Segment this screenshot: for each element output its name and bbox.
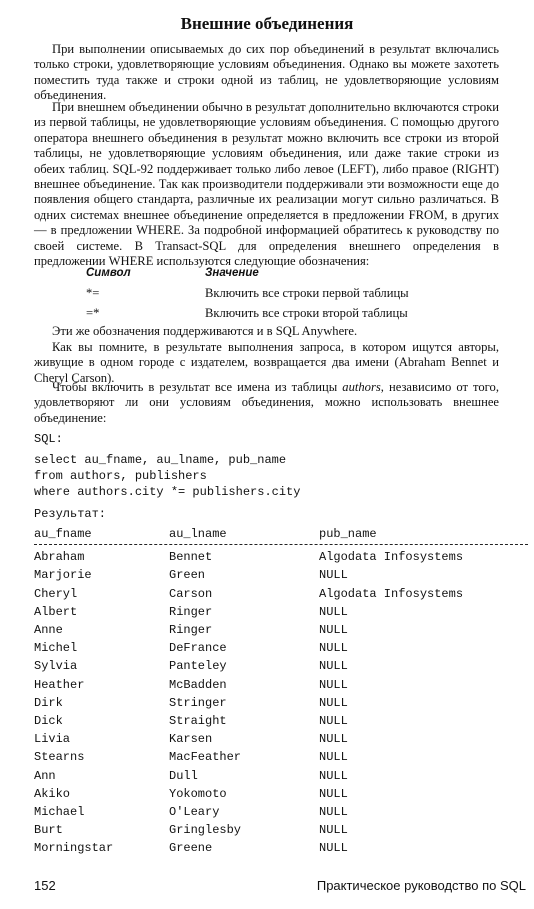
table-row <box>34 785 528 803</box>
column-header: au_lname <box>169 527 227 542</box>
table-cell: MacFeather <box>169 750 242 765</box>
table-cell: NULL <box>319 641 348 656</box>
table-cell: Michel <box>34 641 78 656</box>
table-cell: NULL <box>319 604 348 619</box>
table-cell: Livia <box>34 732 71 747</box>
running-footer-title: Практическое руководство по SQL <box>316 878 526 893</box>
header-separator <box>34 544 528 545</box>
table-cell: O'Leary <box>169 804 220 819</box>
table-cell: Straight <box>169 713 227 728</box>
meaning-cell: Включить все строки первой таблицы <box>205 285 409 300</box>
table-cell: Dull <box>169 768 198 783</box>
table-cell: NULL <box>319 677 348 692</box>
table-cell: Panteley <box>169 659 227 674</box>
table-cell: Heather <box>34 677 85 692</box>
result-header-row <box>34 525 528 543</box>
table-row <box>34 585 528 603</box>
table-cell: Akiko <box>34 786 71 801</box>
symbol-table-row <box>86 283 409 303</box>
table-cell: Gringlesby <box>169 823 242 838</box>
code-line: where authors.city *= publishers.city <box>34 485 301 499</box>
paragraph-intro: При выполнении описываемых до сих пор объединений в результат включались только строки, удовлетворяющие условиям объединения. Однако вы можете захотеть поместить туда также и строки одной из таблиц, не удовлетворяющие условиям объединения. <box>34 42 499 103</box>
table-row <box>34 603 528 621</box>
page-number: 152 <box>34 878 56 893</box>
table-row <box>34 766 528 784</box>
table-cell: Morningstar <box>34 841 114 856</box>
table-row <box>34 548 528 566</box>
table-cell: DeFrance <box>169 641 227 656</box>
table-cell: Sylvia <box>34 659 78 674</box>
table-row <box>34 803 528 821</box>
section-title: Внешние объединения <box>180 14 354 33</box>
table-cell: McBadden <box>169 677 227 692</box>
column-header: au_fname <box>34 527 92 542</box>
table-cell: Carson <box>169 586 213 601</box>
table-cell: Michael <box>34 804 85 819</box>
table-row <box>34 712 528 730</box>
table-cell: Ann <box>34 768 56 783</box>
table-row <box>34 639 528 657</box>
table-cell: NULL <box>319 804 348 819</box>
table-cell: NULL <box>319 568 348 583</box>
table-row <box>34 657 528 675</box>
paragraph-authors-query: Как вы помните, в результате выполнения запроса, в котором ищутся авторы, живущие в одном городе с издателем, возвращается два имени (Abraham Bennet и Cheryl Carson). <box>34 340 499 385</box>
table-cell: Ringer <box>169 604 213 619</box>
table-row <box>34 621 528 639</box>
table-cell: Anne <box>34 623 63 638</box>
symbol-table <box>86 263 409 323</box>
table-cell: Yokomoto <box>169 786 227 801</box>
paragraph-include-all <box>34 380 499 426</box>
table-row <box>34 676 528 694</box>
table-cell: Ringer <box>169 623 213 638</box>
table-cell: Marjorie <box>34 568 92 583</box>
meaning-column-header: Значение <box>205 267 259 279</box>
table-row <box>34 821 528 839</box>
symbol-table-row <box>86 303 409 323</box>
column-header: pub_name <box>319 527 377 542</box>
table-cell: Bennet <box>169 550 213 565</box>
table-cell: NULL <box>319 695 348 710</box>
symbol-cell: *= <box>86 285 100 300</box>
table-cell: Karsen <box>169 732 213 747</box>
table-cell: Greene <box>169 841 213 856</box>
table-cell: Dirk <box>34 695 63 710</box>
table-cell: NULL <box>319 786 348 801</box>
table-cell: Dick <box>34 713 63 728</box>
table-name-emphasis: authors <box>342 380 381 394</box>
code-line: select au_fname, au_lname, pub_name <box>34 453 287 467</box>
table-cell: NULL <box>319 659 348 674</box>
symbol-column-header: Символ <box>86 267 131 279</box>
table-row <box>34 748 528 766</box>
code-line: from authors, publishers <box>34 469 207 483</box>
table-cell: Cheryl <box>34 586 78 601</box>
paragraph-outer-join: При внешнем объединении обычно в результат дополнительно включаются строки из первой таблицы, не удовлетворяющие условиям объединения. С помощью другого оператора внешнего объединения в результат можно включить все строки из второй таблицы, не удовлетворяющие условиям объединения, или даже такие строки из обеих таблиц. SQL-92 поддерживает только либо левое (LEFT), либо правое (RIGHT) внешнее объединение. Так как производители поддерживали эти возможности еще до появления общего стандарта, различные их реализации могут сильно различаться. В одних системах внешнее объединение определяется в предложении FROM, в других — в предложении WHERE. За подробной информацией обратитесь к руководству по своей системе. В Transact-SQL для определения внешнего определения в предложении WHERE используются следующие обозначения: <box>34 100 499 269</box>
symbol-cell: =* <box>86 305 100 320</box>
table-cell: Albert <box>34 604 78 619</box>
table-cell: NULL <box>319 823 348 838</box>
paragraph-text-part: , независимо от того, удовлетворяют ли они условиям объединения, можно использовать внешнее объединение: <box>34 380 499 425</box>
table-cell: Abraham <box>34 550 85 565</box>
table-cell: NULL <box>319 750 348 765</box>
meaning-cell: Включить все строки второй таблицы <box>205 305 408 320</box>
table-row <box>34 566 528 584</box>
result-label: Результат: <box>34 507 107 521</box>
paragraph-text-part: Чтобы включить в результат все имена из таблицы <box>52 380 343 394</box>
table-cell: Stringer <box>169 695 227 710</box>
symbol-table-header <box>86 263 409 283</box>
table-cell: Green <box>169 568 206 583</box>
table-cell: Burt <box>34 823 63 838</box>
table-cell: NULL <box>319 713 348 728</box>
table-cell: NULL <box>319 732 348 747</box>
table-cell: NULL <box>319 623 348 638</box>
table-cell: NULL <box>319 768 348 783</box>
table-cell: Algodata Infosystems <box>319 550 464 565</box>
sql-code-block <box>34 452 300 500</box>
table-row <box>34 694 528 712</box>
table-row <box>34 730 528 748</box>
result-table <box>34 525 528 857</box>
code-label: SQL: <box>34 432 63 446</box>
table-row <box>34 839 528 857</box>
table-cell: NULL <box>319 841 348 856</box>
table-cell: Algodata Infosystems <box>319 586 464 601</box>
paragraph-sql-anywhere: Эти же обозначения поддерживаются и в SQL Anywhere. <box>52 324 358 338</box>
table-cell: Stearns <box>34 750 85 765</box>
